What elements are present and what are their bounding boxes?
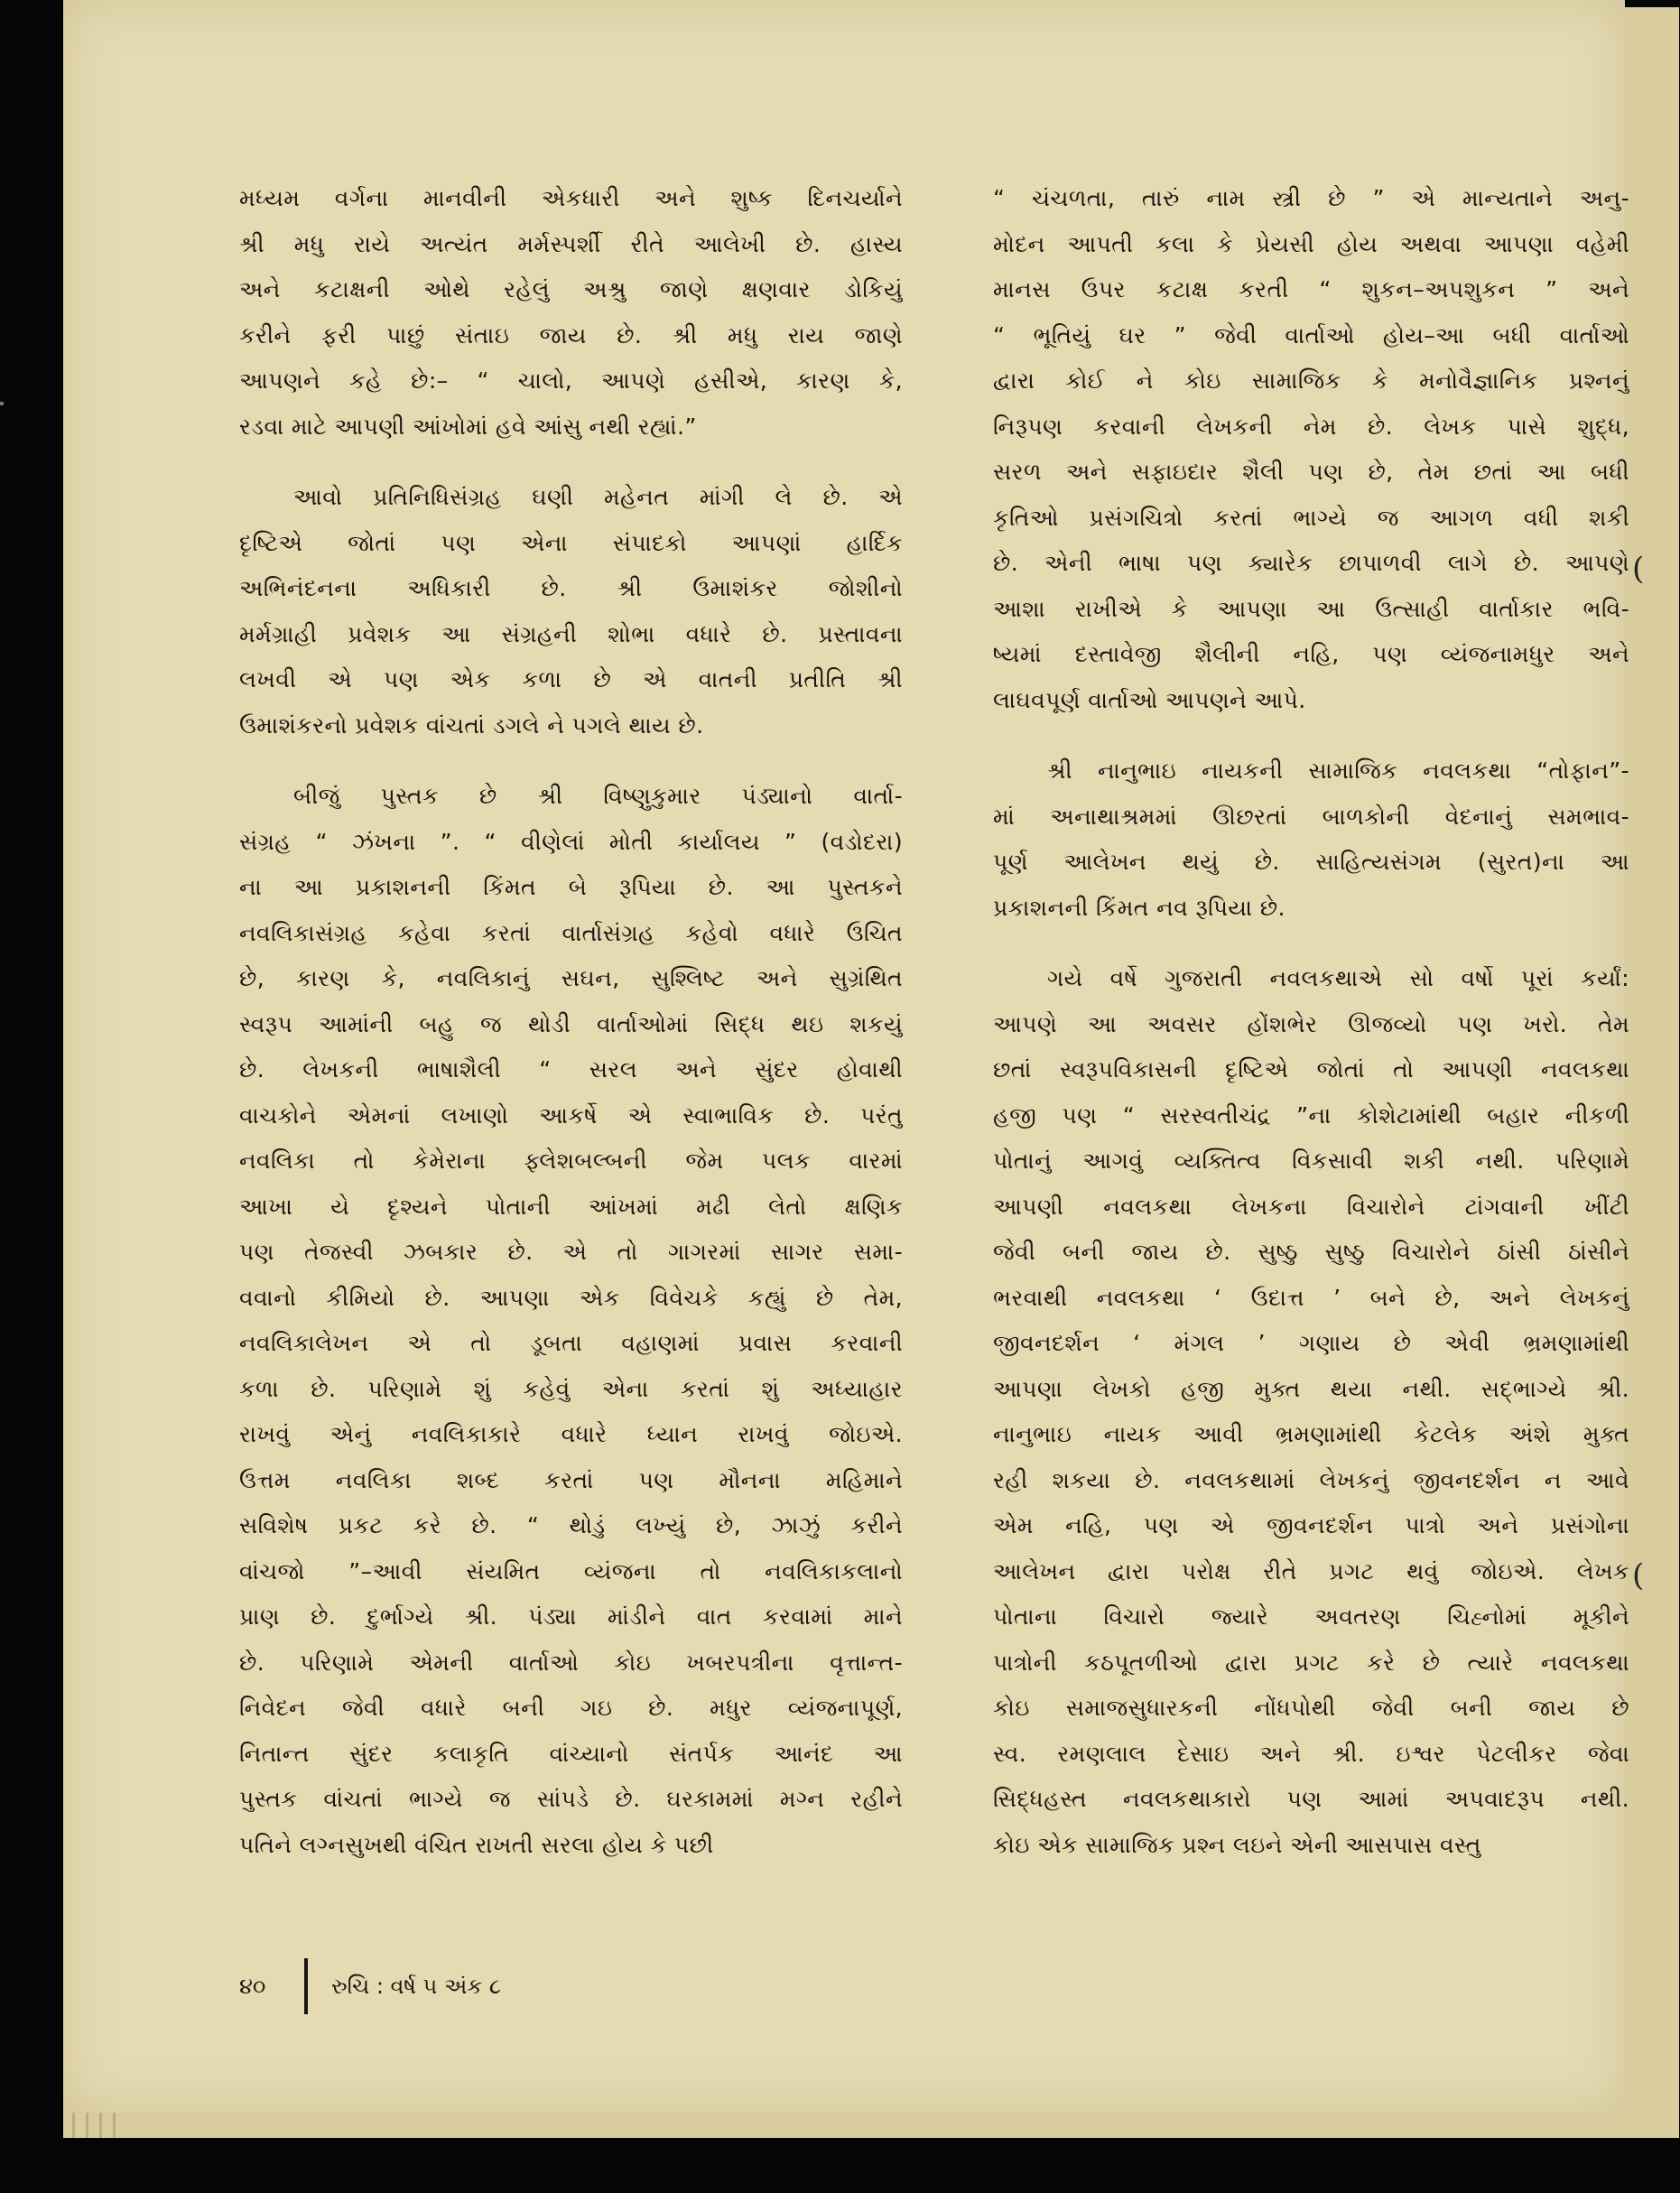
text-line: ના આ પ્રકાશનની કિંમત બે રૂપિયા છે. આ પુસ્તકને [239, 874, 903, 900]
text-line: મર્મગ્રાહી પ્રવેશક આ સંગ્રહની શોભા વધારે છે. પ્રસ્તાવના [239, 620, 903, 647]
text-line: આવો પ્રતિનિધિસંગ્રહ ઘણી મહેનત માંગી લે છે. એ [293, 484, 903, 510]
text-line: હજી પણ “ સરસ્વતીચંદ્ર ”ના કોશેટામાંથી બહાર નીકળી [993, 1101, 1629, 1129]
text-line: કૃતિઓ પ્રસંગચિત્રો કરતાં ભાગ્યે જ આગળ વધી શકી [993, 504, 1629, 531]
text-line: દૃષ્ટિએ જોતાં પણ એના સંપાદકો આપણાં હાર્દિક [239, 529, 903, 556]
paragraph [239, 774, 903, 1868]
text-line: છે. લેખકની ભાષાશૈલી “ સરલ અને સુંદર હોવાથી [239, 1056, 903, 1083]
paragraph [993, 748, 1629, 931]
text-line: જેવી બની જાય છે. સુષ્ઠુ સુષ્ઠુ વિચારોને ઠાંસી ઠાંસીને [993, 1239, 1629, 1265]
text-line: નવલિકાસંગ્રહ કહેવા કરતાં વાર્તાસંગ્રહ કહેવો વધારે ઉચિત [239, 919, 903, 946]
text-line: નિરૂપણ કરવાની લેખકની નેમ છે. લેખક પાસે શુદ્ધ, [993, 413, 1629, 440]
right-column [993, 176, 1629, 1893]
text-line: દ્વારા કોઈ ને કોઇ સામાજિક કે મનોવૈજ્ઞાનિક પ્રશ્નનું [993, 367, 1629, 394]
text-line: માનસ ઉપર કટાક્ષ કરતી “ શુકન–અપશુકન ” અને [993, 276, 1629, 302]
text-line: ઉત્તમ નવલિકા શબ્દ કરતાં પણ મૌનના મહિમાને [239, 1466, 903, 1493]
text-line: સ્વરૂપ આમાંની બહુ જ થોડી વાર્તાઓમાં સિદ્ધ થઇ શકયું [239, 1010, 903, 1037]
margin-punch-mark: ( [1632, 551, 1645, 587]
text-line: ષ્યમાં દસ્તાવેજી શૈલીની નહિ, પણ વ્યંજનામધુર અને [993, 641, 1629, 667]
binding-mark [0, 402, 4, 405]
text-line: પૂર્ણ આલેખન થયું છે. સાહિત્યસંગમ (સુરત)ના આ [993, 849, 1629, 875]
text-line: પતિને લગ્નસુખથી વંચિત રાખતી સરલા હોય કે પછી [239, 1831, 714, 1858]
text-line: આપણા લેખકો હજી મુક્ત થયા નથી. સદ્ભાગ્યે શ્રી. [993, 1375, 1629, 1402]
text-line: સ્વ. રમણલાલ દેસાઇ અને શ્રી. ઇશ્વર પેટલીકર જેવા [993, 1740, 1629, 1767]
text-line: એમ નહિ, પણ એ જીવનદર્શન પાત્રો અને પ્રસંગોના [993, 1512, 1629, 1538]
text-line: વવાનો કીમિયો છે. આપણા એક વિવેચકે કહ્યું છે તેમ, [239, 1284, 903, 1311]
text-line: છે. એની ભાષા પણ ક્યારેક છાપાળવી લાગે છે. આપણે [993, 550, 1629, 576]
text-line: રહી શકયા છે. નવલકથામાં લેખકનું જીવનદર્શન ન આવે [993, 1466, 1629, 1493]
text-line: શ્રી મધુ રાયે અત્યંત મર્મસ્પર્શી રીતે આલેખી છે. હાસ્ય [239, 230, 903, 257]
page-number: ૪૦ [239, 1974, 266, 1999]
page-footer [239, 1959, 501, 2013]
margin-punch-mark: ( [1632, 1557, 1645, 1594]
text-line: અને કટાક્ષની ઓથે રહેલું અશ્રુ જાણે ક્ષણવાર ડોકિયું [239, 276, 903, 302]
footer-rule [304, 1958, 308, 2014]
text-line: ગયે વર્ષે ગુજરાતી નવલકથાએ સો વર્ષો પૂરાં કર્યાં: [1047, 965, 1629, 991]
text-line: આપણી નવલકથા લેખકના વિચારોને ટાંગવાની ખીંટી [993, 1193, 1629, 1220]
text-line: નાનુભાઇ નાયક આવી ભ્રમણામાંથી કેટલેક અંશે મુક્ત [993, 1421, 1629, 1447]
text-line: લખવી એ પણ એક કળા છે એ વાતની પ્રતીતિ શ્રી [239, 666, 903, 692]
text-line: ભરવાથી નવલકથા ‘ ઉદાત્ત ’ બને છે, અને લેખકનું [993, 1284, 1629, 1311]
text-line: રાખવું એનું નવલિકાકારે વધારે ધ્યાન રાખવું જોઇએ. [239, 1421, 903, 1447]
paragraph [993, 956, 1629, 1868]
text-line: આશા રાખીએ કે આપણા આ ઉત્સાહી વાર્તાકાર ભવિ- [993, 595, 1629, 622]
text-line: સવિશેષ પ્રકટ કરે છે. “ થોડું લખ્યું છે, ઝાઝું કરીને [239, 1512, 903, 1538]
text-line: પુસ્તક વાંચતાં ભાગ્યે જ સાંપડે છે. ઘરકામમાં મગ્ન રહીને [239, 1786, 903, 1812]
text-line: છતાં સ્વરૂપવિકાસની દૃષ્ટિએ જોતાં તો આપણી નવલકથા [993, 1056, 1629, 1083]
text-line: બીજું પુસ્તક છે શ્રી વિષ્ણુકુમાર પંડ્યાનો વાર્તા- [293, 783, 903, 809]
text-line: ઉમાશંકરનો પ્રવેશક વાંચતાં ડગલે ને પગલે થાય છે. [239, 711, 704, 739]
text-line: પોતાનું આગવું વ્યક્તિત્વ વિકસાવી શકી નથી. પરિણામે [993, 1148, 1629, 1174]
text-line: સંગ્રહ “ ઝંખના ”. “ વીણેલાં મોતી કાર્યાલય ” (વડોદરા) [239, 828, 903, 855]
paragraph [239, 475, 903, 748]
left-column [239, 176, 903, 1893]
text-line: કોઇ સમાજસુધારકની નોંધપોથી જેવી બની જાય છે [993, 1695, 1629, 1721]
paragraph [239, 176, 903, 450]
text-line: વાંચજો ”–આવી સંયમિત વ્યંજના તો નવલિકાકલાનો [239, 1557, 903, 1584]
text-line: સરળ અને સફાઇદાર શૈલી પણ છે, તેમ છતાં આ બધી [993, 459, 1629, 485]
issue-label: રુચિ : વર્ષ ૫ અંક ૮ [331, 1974, 502, 1999]
text-line: લાઘવપૂર્ણ વાર્તાઓ આપણને આપે. [993, 686, 1306, 713]
text-line: પણ તેજસ્વી ઝબકાર છે. એ તો ગાગરમાં સાગર સમા- [239, 1239, 903, 1265]
text-line: માં અનાથાશ્રમમાં ઊછરતાં બાળકોની વેદનાનું સમભાવ- [993, 803, 1629, 830]
text-line: આપણે આ અવસર હોંશભેર ઊજવ્યો પણ ખરો. તેમ [993, 1010, 1629, 1037]
text-line: વાચકોને એમનાં લખાણો આકર્ષે એ સ્વાભાવિક છે. પરંતુ [239, 1101, 903, 1129]
text-line: નિતાન્ત સુંદર કલાકૃતિ વાંચ્યાનો સંતર્પક આનંદ આ [239, 1740, 903, 1767]
text-line: પ્રાણ છે. દુર્ભાગ્યે શ્રી. પંડ્યા માંડીને વાત કરવામાં માને [239, 1603, 903, 1630]
text-line: પ્રકાશનની કિંમત નવ રૂપિયા છે. [993, 894, 1286, 921]
magazine-page [63, 0, 1629, 2113]
text-line: શ્રી નાનુભાઇ નાયકની સામાજિક નવલકથા “તોફાન”- [1047, 757, 1629, 784]
paragraph [993, 176, 1629, 723]
text-line: નિવેદન જેવી વધારે બની ગઇ છે. મધુર વ્યંજનાપૂર્ણ, [239, 1695, 903, 1721]
text-line: મોદન આપતી કલા કે પ્રેયસી હોય અથવા આપણા વહેમી [993, 230, 1629, 257]
text-line: આપણને કહે છે:– “ ચાલો, આપણે હસીએ, કારણ કે, [239, 367, 903, 394]
text-line: નવલિકાલેખન એ તો ડૂબતા વહાણમાં પ્રવાસ કરવાની [239, 1330, 903, 1356]
text-line: મધ્યમ વર્ગના માનવીની એકધારી અને શુષ્ક દિનચર્યાને [239, 185, 903, 211]
text-line: કોઇ એક સામાજિક પ્રશ્ન લઇને એની આસપાસ વસ્તુ [993, 1831, 1481, 1858]
text-line: રડવા માટે આપણી આંખોમાં હવે આંસુ નથી રહ્યાં.” [239, 413, 697, 440]
text-line: પોતાના વિચારો જ્યારે અવતરણ ચિહ્નોમાં મૂકીને [993, 1603, 1629, 1630]
text-line: છે. પરિણામે એમની વાર્તાઓ કોઇ ખબરપત્રીના વૃત્તાન્ત- [239, 1649, 903, 1676]
text-line: પાત્રોની કઠપૂતળીઓ દ્વારા પ્રગટ કરે છે ત્યારે નવલકથા [993, 1649, 1629, 1676]
text-line: નવલિકા તો કેમેરાના ફ્લેશબલ્બની જેમ પલક વારમાં [239, 1148, 903, 1174]
text-line: અભિનંદનના અધિકારી છે. શ્રી ઉમાશંકર જોશીનો [239, 575, 903, 601]
text-line: આખા યે દૃશ્યને પોતાની આંખમાં મઢી લેતો ક્ષણિક [239, 1193, 903, 1220]
text-line: સિદ્ધહસ્ત નવલકથાકારો પણ આમાં અપવાદરૂપ નથી. [993, 1786, 1629, 1812]
text-line: કળા છે. પરિણામે શું કહેવું એના કરતાં શું અધ્યાહાર [239, 1375, 903, 1402]
text-line: “ ચંચળતા, તારું નામ સ્ત્રી છે ” એ માન્યતાને અનુ- [993, 185, 1629, 211]
text-line: “ ભૂતિયું ઘર ” જેવી વાર્તાઓ હોય–આ બધી વાર્તાઓ [993, 321, 1629, 348]
text-line: છે, કારણ કે, નવલિકાનું સઘન, સુશ્લિષ્ટ અને સુગ્રંથિત [239, 965, 903, 991]
text-line: આલેખન દ્વારા પરોક્ષ રીતે પ્રગટ થવું જોઇએ. લેખક [993, 1557, 1629, 1584]
text-line: જીવનદર્શન ‘ મંગલ ’ ગણાય છે એવી ભ્રમણામાંથી [993, 1330, 1629, 1356]
text-line: કરીને ફરી પાછું સંતાઇ જાય છે. શ્રી મધુ રાય જાણે [239, 321, 903, 348]
